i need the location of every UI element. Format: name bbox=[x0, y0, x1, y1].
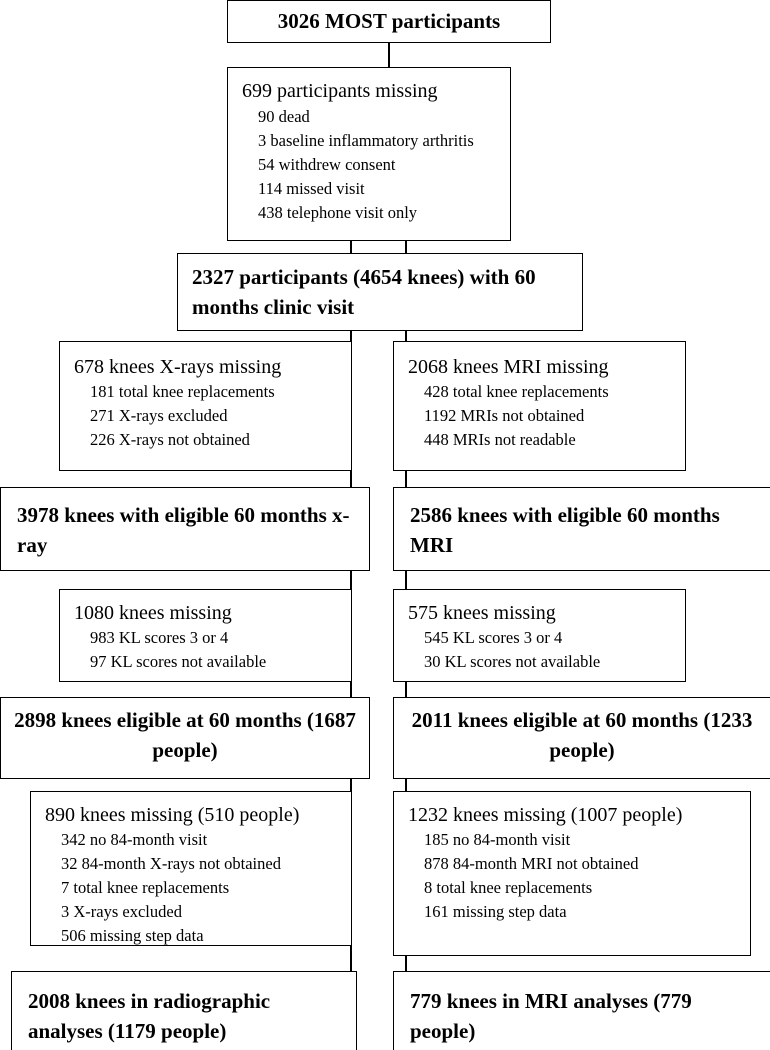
xray-kl-missing-item: 983 KL scores 3 or 4 bbox=[90, 628, 229, 647]
mri-analyses-box bbox=[393, 971, 770, 1050]
mri-kl-missing-box bbox=[393, 589, 686, 682]
xray-kl-missing-title: 1080 knees missing bbox=[74, 602, 232, 624]
mri-kl-missing-item: 30 KL scores not available bbox=[424, 652, 601, 671]
xray-missing-item: 226 X-rays not obtained bbox=[90, 430, 250, 449]
mri-84-missing-item: 185 no 84-month visit bbox=[424, 830, 571, 849]
mri-84-missing-title: 1232 knees missing (1007 people) bbox=[408, 804, 683, 826]
mri-eligible-60-text: 2011 knees eligible at 60 months (1233 people) bbox=[411, 708, 753, 762]
connector-right-4 bbox=[405, 778, 407, 792]
xray-eligible-text: 3978 knees with eligible 60 months x-ray bbox=[17, 503, 350, 557]
xray-missing-title: 678 knees X-rays missing bbox=[74, 356, 282, 378]
mri-eligible-box bbox=[393, 487, 770, 571]
connector-left-2 bbox=[350, 570, 352, 590]
connector-exclusion-right bbox=[405, 240, 407, 254]
participants-missing-box bbox=[227, 67, 511, 241]
connector-right-2 bbox=[405, 570, 407, 590]
connector-right-3 bbox=[405, 681, 407, 698]
mri-missing-box bbox=[393, 341, 686, 471]
mri-84-missing-item: 878 84-month MRI not obtained bbox=[424, 854, 639, 873]
participants-missing-title: 699 participants missing bbox=[242, 80, 438, 102]
mri-eligible-text: 2586 knees with eligible 60 months MRI bbox=[410, 503, 720, 557]
total-participants-text: 3026 MOST participants bbox=[277, 9, 501, 33]
mri-analyses-text: 779 knees in MRI analyses (779 people) bbox=[410, 989, 692, 1043]
xray-kl-missing-box bbox=[59, 589, 352, 682]
mri-missing-title: 2068 knees MRI missing bbox=[408, 356, 609, 378]
xray-kl-missing-item: 97 KL scores not available bbox=[90, 652, 267, 671]
xray-eligible-60-text: 2898 knees eligible at 60 months (1687 people) bbox=[14, 708, 356, 762]
mri-missing-item: 428 total knee replacements bbox=[424, 382, 609, 401]
total-participants-box bbox=[227, 0, 551, 43]
xray-84-missing-box bbox=[30, 791, 352, 946]
clinic-visit-box bbox=[177, 253, 583, 331]
connector-right-1 bbox=[405, 470, 407, 488]
connector-left-3 bbox=[350, 681, 352, 698]
xray-84-missing-item: 506 missing step data bbox=[61, 926, 204, 945]
participants-missing-item: 54 withdrew consent bbox=[258, 155, 396, 174]
connector-left-5 bbox=[350, 945, 352, 972]
xray-missing-item: 181 total knee replacements bbox=[90, 382, 275, 401]
xray-eligible-60-box bbox=[0, 697, 370, 779]
connector-left-1 bbox=[350, 470, 352, 488]
clinic-visit-text: 2327 participants (4654 knees) with 60 months clinic visit bbox=[192, 265, 536, 319]
xray-84-missing-item: 3 X-rays excluded bbox=[61, 902, 182, 921]
xray-84-missing-item: 342 no 84-month visit bbox=[61, 830, 208, 849]
radiographic-analyses-box bbox=[11, 971, 357, 1050]
mri-84-missing-item: 161 missing step data bbox=[424, 902, 567, 921]
mri-missing-item: 1192 MRIs not obtained bbox=[424, 406, 585, 425]
participants-missing-item: 438 telephone visit only bbox=[258, 203, 418, 222]
radiographic-analyses-text: 2008 knees in radiographic analyses (1179 people) bbox=[28, 989, 271, 1043]
connector-exclusion-left bbox=[350, 240, 352, 254]
participants-missing-item: 114 missed visit bbox=[258, 179, 365, 198]
xray-84-missing-item: 32 84-month X-rays not obtained bbox=[61, 854, 281, 873]
connector-right-5 bbox=[405, 955, 407, 972]
participants-missing-item: 90 dead bbox=[258, 107, 310, 126]
xray-84-missing-item: 7 total knee replacements bbox=[61, 878, 230, 897]
mri-eligible-60-box bbox=[393, 697, 770, 779]
mri-missing-item: 448 MRIs not readable bbox=[424, 430, 576, 449]
xray-84-missing-title: 890 knees missing (510 people) bbox=[45, 804, 300, 826]
xray-eligible-box bbox=[0, 487, 370, 571]
mri-kl-missing-title: 575 knees missing bbox=[408, 602, 556, 624]
participants-missing-item: 3 baseline inflammatory arthritis bbox=[258, 131, 474, 150]
xray-missing-item: 271 X-rays excluded bbox=[90, 406, 228, 425]
xray-missing-box bbox=[59, 341, 352, 471]
mri-84-missing-box bbox=[393, 791, 751, 956]
mri-kl-missing-item: 545 KL scores 3 or 4 bbox=[424, 628, 563, 647]
connector-top-to-exclusion bbox=[388, 42, 390, 68]
mri-84-missing-item: 8 total knee replacements bbox=[424, 878, 593, 897]
connector-left-4 bbox=[350, 778, 352, 792]
